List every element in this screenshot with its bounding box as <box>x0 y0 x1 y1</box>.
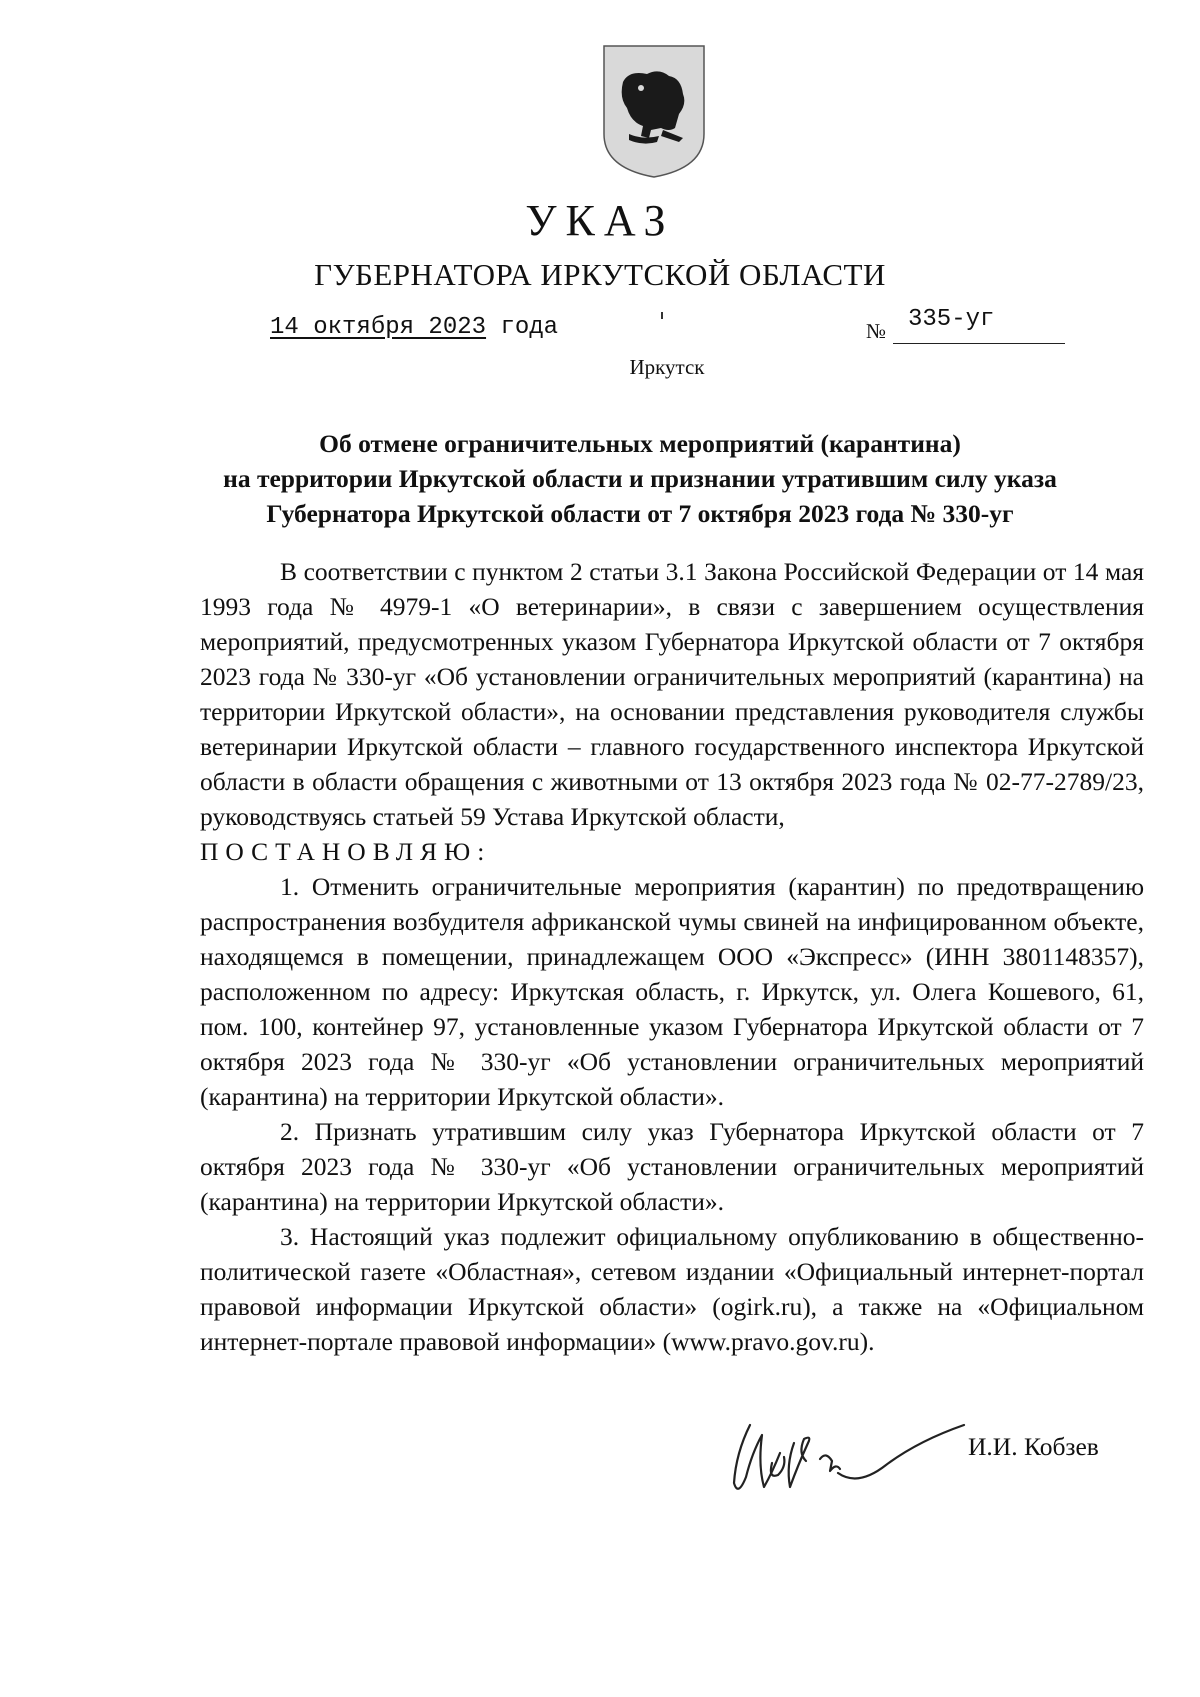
issuer-heading: ГУБЕРНАТОРА ИРКУТСКОЙ ОБЛАСТИ <box>314 257 886 292</box>
decree-word: ПОСТАНОВЛЯЮ: <box>200 837 492 866</box>
decree-item-2: 2. Признать утратившим силу указ Губернатора Иркутской области от 7 октября 2023 года № 330-уг «Об установлении ограничительных мероприятий (карантина) на территории Иркутской области». <box>200 1117 1144 1216</box>
decree-title <box>200 426 1080 531</box>
preamble-paragraph: В соответствии с пунктом 2 статьи 3.1 Закона Российской Федерации от 14 мая 1993 года № 4979-1 «О ветеринарии», в связи с завершением осуществления мероприятий, предусмотренных указом Губернатора Иркутской области от 7 октября 2023 года № 330-уг «Об установлении ограничительных мероприятий (карантина) на территории Иркутской области», на основании представления руководителя службы ветеринарии Иркутской области – главного государственного инспектора Иркутской области в области обращения с животными от 13 октября 2023 года № 02-77-2789/23, руководствуясь статьей 59 Устава Иркутской области, <box>200 557 1144 831</box>
document-type-heading: УКАЗ <box>525 196 675 245</box>
scan-artifact-mark <box>661 312 663 319</box>
title-line: на территории Иркутской области и признании утратившим силу указа <box>223 464 1057 493</box>
title-line: Об отмене ограничительных мероприятий (карантина) <box>319 429 961 458</box>
decree-date <box>270 313 558 343</box>
coat-of-arms-emblem <box>599 42 709 180</box>
signer-name: И.И. Кобзев <box>968 1432 1099 1461</box>
decree-date-value: 14 октября 2023 <box>270 314 487 341</box>
decree-item-3: 3. Настоящий указ подлежит официальному опубликованию в общественно-политической газете «Областная», сетевом издании «Официальный интернет-портал правовой информации Иркутской области» (ogirk.ru), а также на «Официальном интернет-портале правовой информации» (www.pravo.gov.ru). <box>200 1222 1144 1356</box>
place-of-issue: Иркутск <box>629 355 705 379</box>
decree-number: 335-уг <box>908 306 995 333</box>
handwritten-signature <box>728 1413 968 1505</box>
decree-date-suffix: года <box>486 314 559 341</box>
number-sign: № <box>866 319 887 343</box>
decree-item-1: 1. Отменить ограничительные мероприятия (карантин) по предотвращению распространения возбудителя африканской чумы свиней на инфицированном объекте, находящемся в помещении, принадлежащем ООО «Экспресс» (ИНН 3801148357), расположенном по адресу: Иркутская область, г. Иркутск, ул. Олега Кошевого, 61, пом. 100, контейнер 97, установленные указом Губернатора Иркутской области от 7 октября 2023 года № 330-уг «Об установлении ограничительных мероприятий (карантина) на территории Иркутской области». <box>200 872 1144 1111</box>
decree-body <box>200 554 1144 1359</box>
number-underline <box>893 343 1065 344</box>
title-line: Губернатора Иркутской области от 7 октября 2023 года № 330-уг <box>266 499 1014 528</box>
